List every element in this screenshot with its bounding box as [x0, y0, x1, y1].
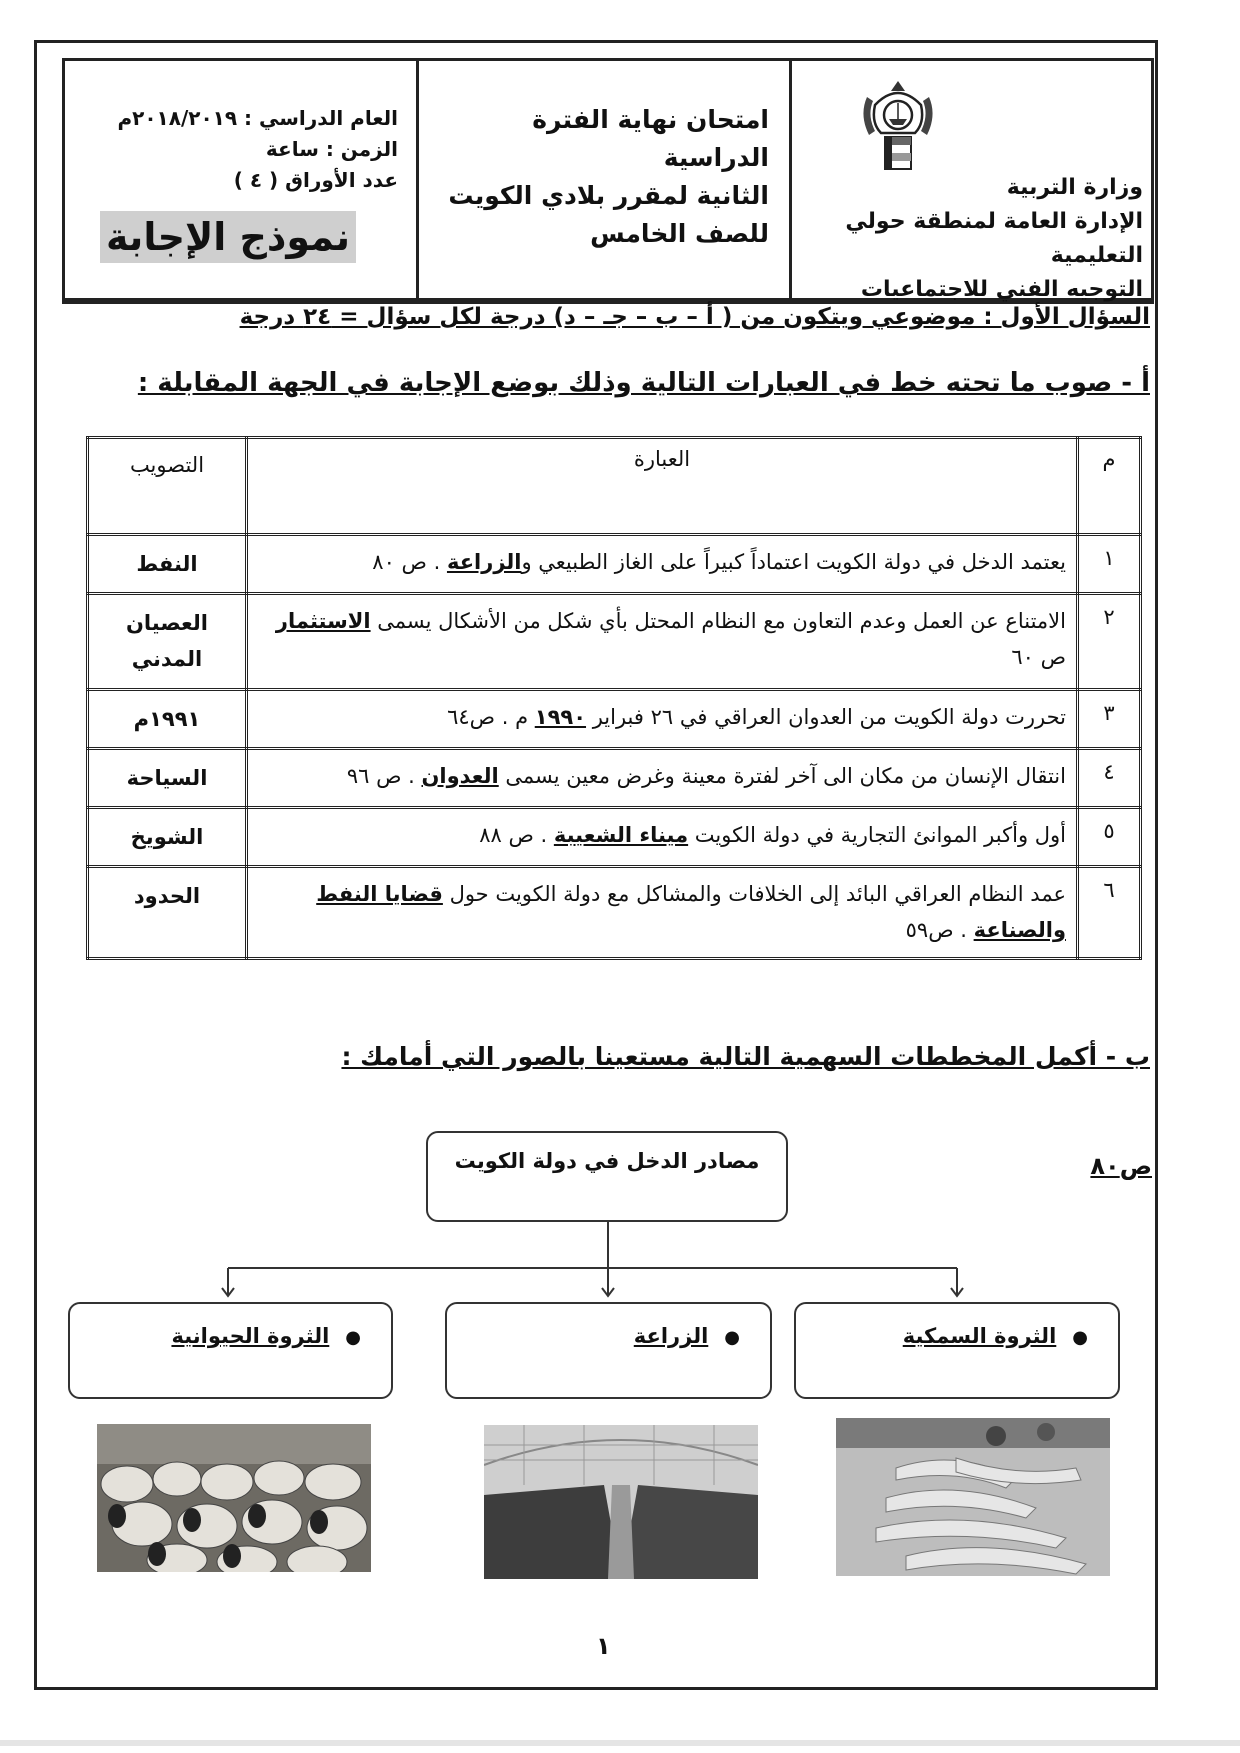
diagram-item-box: [68, 1302, 393, 1399]
page-ref-text: . ص ٩٦: [346, 764, 422, 788]
row-correction: السياحة: [88, 749, 247, 808]
arrow-down-icon: [602, 1268, 614, 1296]
directorate-name: الإدارة العامة لمنطقة حولي التعليمية: [845, 209, 1143, 268]
bullet-icon: ●: [1072, 1327, 1088, 1348]
question-1-title: السؤال الأول : موضوعي ويتكون من ( أ – ب – جـ – د) درجة لكل سؤال = ٢٤ درجة: [239, 304, 1150, 330]
underlined-term: الاستثمار: [275, 609, 371, 633]
row-correction: الشويخ: [88, 808, 247, 867]
row-correction: الحدود: [88, 867, 247, 959]
statement-text: أول وأكبر الموانئ التجارية في دولة الكويت: [688, 823, 1066, 847]
underlined-term: ميناء الشعيبة: [553, 823, 689, 847]
diagram-item-box: [445, 1302, 772, 1399]
bullet-icon: ●: [345, 1327, 361, 1348]
header-statement: العبارة: [247, 438, 1078, 535]
page-number: ١: [596, 1632, 611, 1660]
row-number: ٥: [1078, 808, 1141, 867]
diagram-item-label: الثروة الحيوانية: [171, 1324, 330, 1348]
page-ref-text: . ص ٨٠: [372, 550, 447, 574]
diagram-item-box: [794, 1302, 1120, 1399]
row-number: ١: [1078, 535, 1141, 594]
page-ref-text: م . ص٦٤: [447, 705, 535, 729]
arrow-down-icon: [222, 1268, 234, 1296]
statement-text: الامتناع عن العمل وعدم التعاون مع النظام المحتل بأي شكل من الأشكال يسمى: [370, 609, 1066, 633]
exam-title-line-1: امتحان نهاية الفترة الدراسية: [532, 105, 769, 172]
row-number: ٣: [1078, 690, 1141, 749]
page-ref-text: . ص ٨٨: [479, 823, 554, 847]
model-answer-label: نموذج الإجابة: [100, 211, 356, 263]
sheep-photo: [97, 1424, 371, 1572]
academic-year: العام الدراسي : ٢٠١٨/٢٠١٩م: [117, 106, 398, 130]
underlined-term: ١٩٩٠: [534, 705, 587, 729]
fish-market-photo: [836, 1418, 1110, 1576]
exam-title-line-2: الثانية لمقرر بلادي الكويت: [448, 181, 769, 210]
diagram-item-label: الزراعة: [633, 1324, 709, 1348]
ministry-name: وزارة التربية: [1006, 175, 1143, 200]
underlined-term: قضايا النفط والصناعة: [316, 882, 1066, 942]
row-number: ٢: [1078, 594, 1141, 690]
page-ref-text: . ص٥٩: [905, 918, 974, 942]
row-correction: النفط: [88, 535, 247, 594]
arrow-down-icon: [951, 1268, 963, 1296]
department-name: التوجيه الفني للاجتماعيات: [860, 277, 1143, 302]
page-count: عدد الأوراق ( ٤ ): [233, 168, 398, 192]
diagram-item-label: الثروة السمكية: [902, 1324, 1057, 1348]
part-b-title: ب - أكمل المخططات السهمية التالية مستعينا بالصور التي أمامك :: [341, 1042, 1150, 1071]
header-num: م: [1078, 438, 1141, 535]
row-correction: العصيان المدني: [88, 594, 247, 690]
underlined-term: العدوان: [421, 764, 499, 788]
page-ref-text: ص ٦٠: [1011, 645, 1066, 669]
row-correction: ١٩٩١م: [88, 690, 247, 749]
bullet-icon: ●: [724, 1327, 740, 1348]
part-a-title: أ - صوب ما تحته خط في العبارات التالية وذلك بوضع الإجابة في الجهة المقابلة :: [137, 368, 1150, 398]
statement-text: عمد النظام العراقي البائد إلى الخلافات والمشاكل مع دولة الكويت حول: [442, 882, 1066, 906]
exam-title-line-3: للصف الخامس: [590, 219, 769, 248]
row-number: ٦: [1078, 867, 1141, 959]
greenhouse-photo: [484, 1425, 758, 1579]
exam-duration: الزمن : ساعة: [265, 137, 398, 161]
diagram-root-label: مصادر الدخل في دولة الكويت: [454, 1149, 760, 1173]
statement-text: يعتمد الدخل في دولة الكويت اعتماداً كبيراً على الغاز الطبيعي و: [521, 550, 1066, 574]
page-reference: ص٨٠: [1090, 1152, 1152, 1180]
underlined-term: الزراعة: [446, 550, 522, 574]
statement-text: تحررت دولة الكويت من العدوان العراقي في ٢٦ فبراير: [586, 705, 1066, 729]
row-number: ٤: [1078, 749, 1141, 808]
header-correction: التصويب: [88, 438, 247, 535]
statement-text: انتقال الإنسان من مكان الى آخر لفترة معينة وغرض معين يسمى: [498, 764, 1066, 788]
scan-edge: [0, 1740, 1240, 1746]
